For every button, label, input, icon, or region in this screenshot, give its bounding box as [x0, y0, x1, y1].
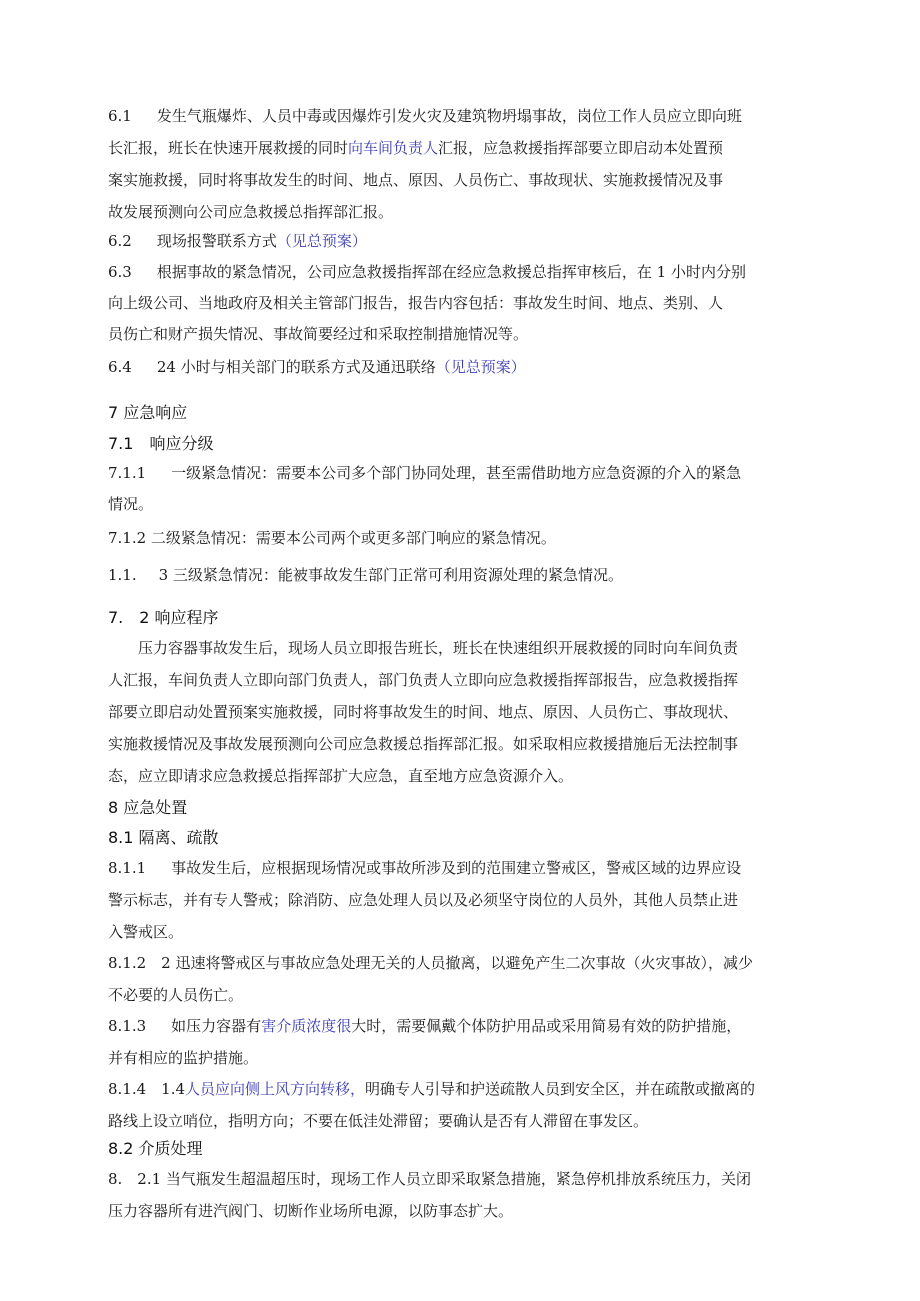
section-heading-7-1: 7.1 响应分级 — [108, 434, 214, 453]
clause-number: 8.1.4 1.4 — [108, 1080, 186, 1098]
clause-number: 1.1. — [108, 566, 137, 584]
paragraph-8-1-2: 8.1.2 2 迅速将警戒区与事故应急处理无关的人员撤离，以避免产生二次事故（火灾事故），减少 不必要的人员伤亡。 — [108, 954, 753, 1004]
section-heading-8-1: 8.1 隔离、疏散 — [108, 828, 219, 847]
section-heading-8: 8 应急处置 — [108, 798, 188, 817]
paragraph-7-1-1: 7.1.1 一级紧急情况：需要本公司多个部门协同处理，甚至需借助地方应急资源的介入的紧急 情况。 — [108, 464, 742, 513]
paragraph-8-1-4: 8.1.4 1.4人员应向侧上风方向转移，明确专人引导和护送疏散人员到安全区，并在疏散或撤离的 路线上设立哨位，指明方向；不要在低洼处滞留；要确认是否有人滞留在事发区。 — [108, 1080, 756, 1130]
clause-number: 6.2 — [108, 232, 132, 250]
paragraph-6-1: 6.1 发生气瓶爆炸、人员中毒或因爆炸引发火灾及建筑物坍塌事故，岗位工作人员应立即向班 长汇报，班长在快速开展救援的同时向车间负责人汇报，应急救援指挥部要立即启动本处置预 案实施救援，同时将事故发生的时间、地点、原因、人员伤亡、事故现状、实施救援情况及事 故发展预测向公司应急救援总指挥部汇报。 — [108, 107, 742, 221]
clause-number: 8.1.1 — [108, 859, 147, 877]
reference-link: （见总预案） — [435, 358, 526, 376]
paragraph-6-2: 6.2 现场报警联系方式（见总预案） — [108, 232, 367, 250]
clause-number: 7.1.1 — [108, 464, 147, 482]
section-heading-7-2: 7. 2 响应程序 — [108, 608, 219, 627]
paragraph-7-1-3: 1.1. 3 三级紧急情况：能被事故发生部门正常可利用资源处理的紧急情况。 — [108, 566, 623, 584]
paragraph-8-1-1: 8.1.1 事故发生后，应根据现场情况或事故所涉及到的范围建立警戒区，警戒区域的边界应设 警示标志，并有专人警戒；除消防、应急处理人员以及必须坚守岗位的人员外，其他人员禁止进 入警戒区。 — [108, 859, 742, 941]
section-heading-8-2: 8.2 介质处理 — [108, 1139, 203, 1158]
paragraph-8-2-1: 8. 2.1 当气瓶发生超温超压时，现场工作人员立即采取紧急措施，紧急停机排放系统压力，关闭 压力容器所有进汽阀门、切断作业场所电源，以防事态扩大。 — [108, 1170, 751, 1220]
highlighted-text: 向车间负责人 — [348, 139, 439, 157]
clause-number: 6.3 — [108, 263, 132, 281]
section-heading-7: 7 应急响应 — [108, 403, 188, 422]
clause-number: 6.1 — [108, 107, 132, 125]
paragraph-6-4: 6.4 24 小时与相关部门的联系方式及通迅联络（见总预案） — [108, 358, 526, 376]
highlighted-text: 人员应向侧上风方向转移， — [185, 1080, 366, 1098]
clause-number: 6.4 — [108, 358, 132, 376]
highlighted-text: 害介质浓度很 — [261, 1017, 352, 1035]
clause-number: 8.1.3 — [108, 1017, 147, 1035]
paragraph-7-2: 压力容器事故发生后，现场人员立即报告班长，班长在快速组织开展救援的同时向车间负责 人汇报，车间负责人立即向部门负责人，部门负责人立即向应急救援指挥部报告，应急救援指挥 部要立即启动处置预案实施救援，同时将事故发生的时间、地点、原因、人员伤亡、事故现状、 实施救援情况及事故发展预测向公司应急救援总指挥部汇报。如采取相应救援措施后无法控制事 态，应立即请求应急救援总指挥部扩大应急，直至地方应急资源介入。 — [108, 639, 739, 785]
reference-link: （见总预案） — [276, 232, 367, 250]
paragraph-7-1-2: 7.1.2 二级紧急情况：需要本公司两个或更多部门响应的紧急情况。 — [108, 529, 556, 547]
paragraph-8-1-3: 8.1.3 如压力容器有害介质浓度很大时，需要佩戴个体防护用品或采用简易有效的防护措施， 并有相应的监护措施。 — [108, 1017, 742, 1067]
paragraph-6-3: 6.3 根据事故的紧急情况，公司应急救援指挥部在经应急救援总指挥审核后，在 1 小时内分别 向上级公司、当地政府及相关主管部门报告，报告内容包括：事故发生时间、地点、类别、人 员伤亡和财产损失情况、事故简要经过和采取控制措施情况等。 — [108, 263, 746, 343]
